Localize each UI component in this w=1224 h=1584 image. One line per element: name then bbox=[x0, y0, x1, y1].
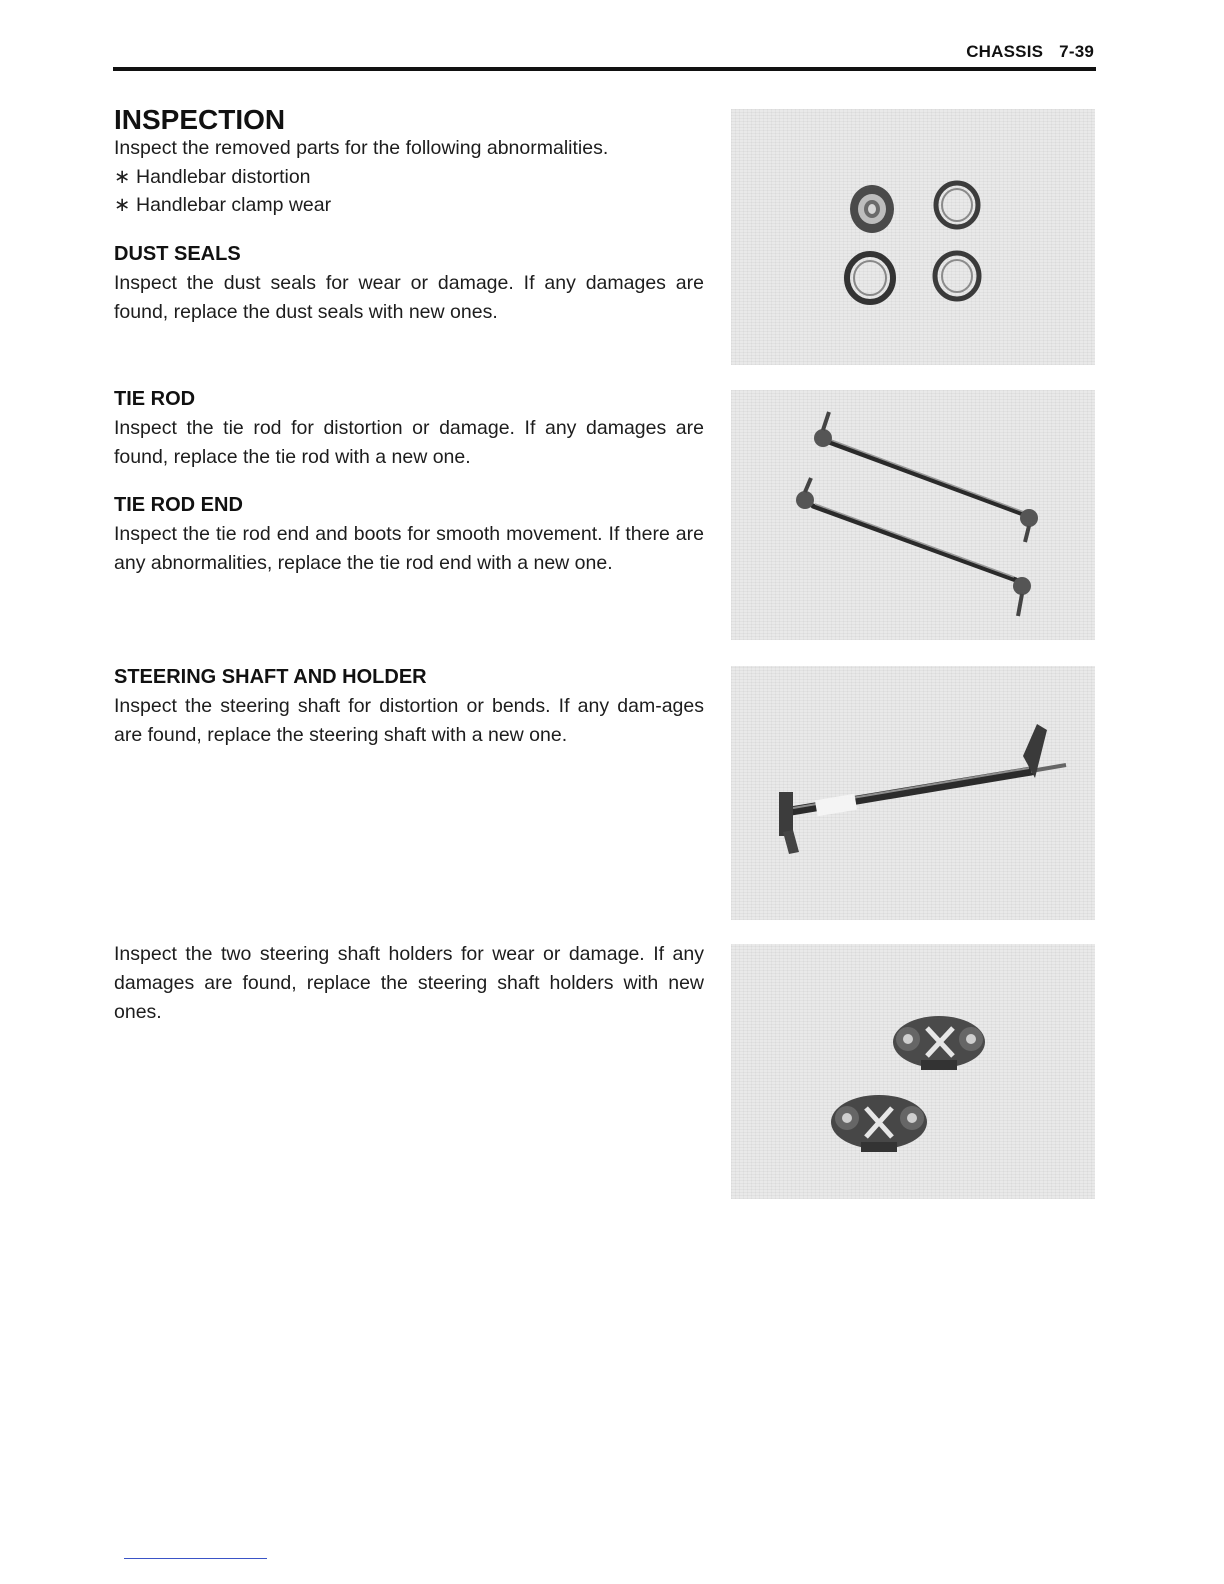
shaft-holders-photo bbox=[731, 944, 1095, 1199]
shaft-holders-body: Inspect the two steering shaft holders for wear or damage. If any damages are found, replace the steering shaft holders with new ones. bbox=[114, 943, 704, 1023]
dust-seal-top-left bbox=[850, 185, 894, 233]
dust-seals-section bbox=[114, 243, 704, 327]
page-title: INSPECTION bbox=[114, 104, 286, 135]
tie-rod-heading: TIE ROD bbox=[114, 388, 196, 410]
dust-seals-heading: DUST SEALS bbox=[114, 243, 241, 265]
section-name: CHASSIS bbox=[966, 42, 1044, 61]
bullet-marker: ∗ bbox=[114, 194, 131, 216]
shaft-holder-lower bbox=[831, 1095, 927, 1152]
inspection-section bbox=[114, 134, 704, 219]
dust-seals-illustration bbox=[731, 109, 1095, 365]
steering-shaft-photo bbox=[731, 666, 1095, 920]
tie-rod-end-heading: TIE ROD END bbox=[114, 494, 243, 516]
shaft-holder-upper bbox=[893, 1016, 985, 1070]
tie-rod-body: Inspect the tie rod for distortion or damage. If any damages are found, replace the tie rod with a new one. bbox=[114, 417, 704, 468]
footer-rule bbox=[124, 1558, 267, 1559]
dust-seals-body: Inspect the dust seals for wear or damage. If any damages are found, replace the dust seals with new ones. bbox=[114, 272, 704, 323]
dust-seal-top-right bbox=[936, 183, 978, 227]
bullet-text: Handlebar distortion bbox=[136, 166, 311, 188]
tie-rods-illustration bbox=[731, 390, 1095, 640]
bullet-text: Handlebar clamp wear bbox=[136, 194, 332, 216]
tie-rod-end-section bbox=[114, 494, 704, 578]
tie-rod-section bbox=[114, 388, 704, 472]
bullet-item bbox=[114, 163, 704, 191]
dust-seals-photo bbox=[731, 109, 1095, 365]
steering-shaft bbox=[779, 724, 1066, 854]
tie-rod-lower bbox=[796, 478, 1031, 616]
steering-shaft-section bbox=[114, 666, 704, 750]
bullet-item bbox=[114, 191, 704, 219]
inspection-intro: Inspect the removed parts for the following abnormalities. bbox=[114, 137, 609, 159]
dust-seal-bottom-right bbox=[935, 253, 979, 299]
page-number: 7-39 bbox=[1059, 42, 1094, 61]
steering-shaft-body: Inspect the steering shaft for distortion or bends. If any dam-ages are found, replace the steering shaft with a new one. bbox=[114, 695, 704, 746]
tie-rods-photo bbox=[731, 390, 1095, 640]
tie-rod-upper bbox=[814, 412, 1038, 542]
header-rule bbox=[113, 67, 1096, 71]
shaft-holders-section bbox=[114, 940, 704, 1027]
shaft-holders-illustration bbox=[731, 944, 1095, 1199]
bullet-marker: ∗ bbox=[114, 166, 131, 188]
dust-seal-bottom-left bbox=[847, 254, 893, 302]
steering-shaft-heading: STEERING SHAFT AND HOLDER bbox=[114, 666, 427, 688]
tie-rod-end-body: Inspect the tie rod end and boots for smooth movement. If there are any abnormalities, replace the tie rod end with a new one. bbox=[114, 523, 704, 574]
running-header bbox=[966, 42, 1094, 62]
steering-shaft-illustration bbox=[731, 666, 1095, 920]
